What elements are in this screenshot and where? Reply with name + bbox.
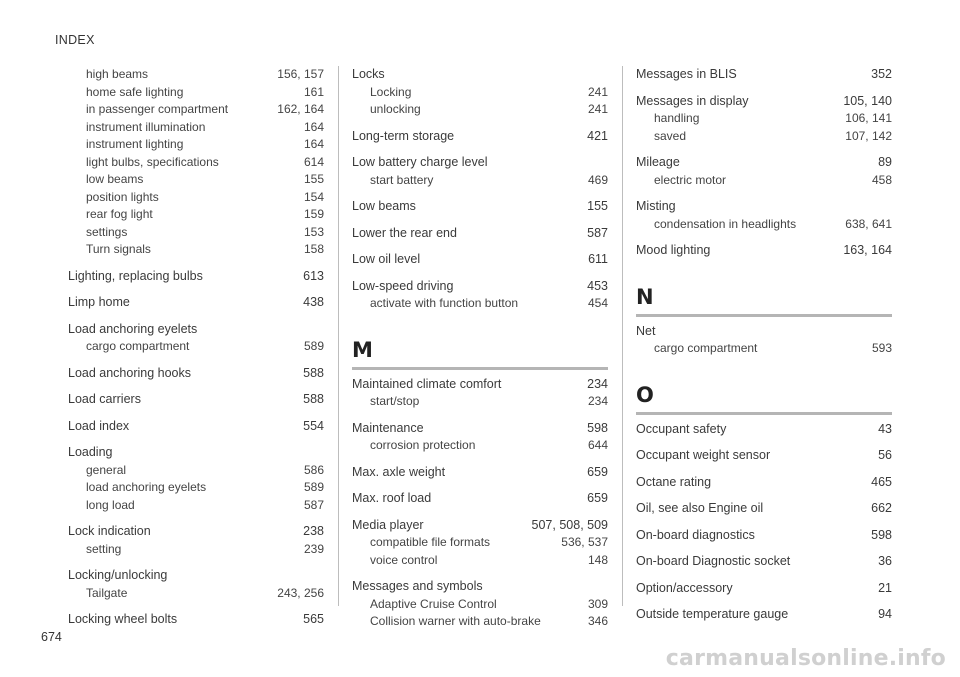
entry-pages[interactable]: 234 xyxy=(587,394,608,408)
index-entry xyxy=(352,517,608,535)
index-subentry xyxy=(68,101,324,119)
index-entry xyxy=(352,278,608,296)
entry-pages[interactable]: 106, 141 xyxy=(845,111,892,125)
entry-pages[interactable]: 238 xyxy=(303,524,324,538)
index-entry xyxy=(636,242,892,260)
section-rule xyxy=(636,412,892,415)
entry-pages[interactable]: 587 xyxy=(303,497,324,512)
index-subentry xyxy=(68,66,324,84)
entry-term: rear fog light xyxy=(86,207,153,221)
entry-pages[interactable]: 598 xyxy=(587,420,608,435)
entry-term: Locking wheel bolts xyxy=(68,612,178,626)
entry-pages[interactable]: 153 xyxy=(303,224,324,239)
index-entry xyxy=(68,365,324,383)
section-heading-n xyxy=(636,284,892,317)
entry-term: Low beams xyxy=(352,199,416,213)
index-entry xyxy=(352,154,608,172)
entry-term: load anchoring eyelets xyxy=(86,480,207,494)
index-entry xyxy=(636,606,892,624)
index-subentry xyxy=(636,340,892,358)
entry-pages[interactable]: 164 xyxy=(303,137,324,151)
entry-pages[interactable]: 453 xyxy=(587,278,608,293)
entry-pages[interactable]: 148 xyxy=(587,552,608,567)
index-entry xyxy=(636,553,892,571)
entry-term: Load carriers xyxy=(68,392,141,406)
index-entry xyxy=(352,225,608,243)
entry-term: Limp home xyxy=(68,295,130,309)
index-subentry xyxy=(636,172,892,190)
page-number: 674 xyxy=(41,630,62,644)
entry-term: Messages in BLIS xyxy=(636,67,737,81)
section-letter: M xyxy=(352,337,373,362)
entry-term: start/stop xyxy=(370,394,420,408)
entry-pages[interactable]: 507, 508, 509 xyxy=(531,517,608,532)
entry-term: Lock indication xyxy=(68,524,151,538)
entry-term: Max. axle weight xyxy=(352,464,446,479)
index-entry xyxy=(636,198,892,216)
entry-pages[interactable]: 589 xyxy=(303,339,324,353)
index-subentry xyxy=(68,206,324,224)
entry-pages[interactable]: 94 xyxy=(878,607,892,621)
entry-pages[interactable]: 421 xyxy=(587,128,608,143)
entry-pages[interactable]: 154 xyxy=(303,189,324,204)
entry-term: Messages in display xyxy=(636,93,749,108)
index-column-2 xyxy=(352,66,608,631)
entry-pages[interactable]: 593 xyxy=(871,341,892,355)
entry-term: Net xyxy=(636,323,656,338)
entry-term: Load index xyxy=(68,418,130,433)
index-subentry xyxy=(352,393,608,411)
entry-term: electric motor xyxy=(654,172,727,187)
entry-term: cargo compartment xyxy=(86,339,190,353)
entry-term: Mileage xyxy=(636,155,680,169)
entry-pages[interactable]: 438 xyxy=(303,295,324,309)
entry-term: Lower the rear end xyxy=(352,225,457,240)
entry-pages[interactable]: 163, 164 xyxy=(843,243,892,257)
entry-term: setting xyxy=(86,541,122,556)
entry-pages[interactable]: 243, 256 xyxy=(277,585,324,600)
watermark: carmanualsonline.info xyxy=(665,646,946,671)
entry-term: Low battery charge level xyxy=(352,155,488,169)
entry-pages[interactable]: 21 xyxy=(878,580,892,595)
entry-term: Adaptive Cruise Control xyxy=(370,596,497,611)
index-entry xyxy=(636,447,892,465)
entry-term: start battery xyxy=(370,172,434,187)
entry-pages[interactable]: 105, 140 xyxy=(843,93,892,108)
entry-pages[interactable]: 469 xyxy=(587,172,608,187)
entry-term: saved xyxy=(654,128,687,143)
index-entry xyxy=(352,66,608,84)
index-subentry xyxy=(352,552,608,570)
entry-pages[interactable]: 162, 164 xyxy=(277,102,324,116)
index-subentry xyxy=(68,338,324,356)
entry-term: Tailgate xyxy=(86,585,128,600)
entry-pages[interactable]: 614 xyxy=(303,154,324,169)
section-letter: N xyxy=(636,284,654,309)
index-subentry xyxy=(68,479,324,497)
entry-pages[interactable]: 309 xyxy=(587,596,608,611)
entry-term: Lighting, replacing bulbs xyxy=(68,268,203,283)
entry-pages[interactable]: 164 xyxy=(303,119,324,134)
index-subentry xyxy=(68,241,324,259)
entry-pages[interactable]: 43 xyxy=(878,421,892,436)
index-entry xyxy=(352,578,608,596)
entry-pages[interactable]: 554 xyxy=(303,418,324,433)
entry-term: Locking/unlocking xyxy=(68,568,168,582)
entry-pages[interactable]: 598 xyxy=(871,527,892,542)
index-entry xyxy=(636,93,892,111)
section-heading-o xyxy=(636,382,892,415)
index-entry xyxy=(352,251,608,269)
index-subentry xyxy=(68,497,324,515)
entry-pages[interactable]: 536, 537 xyxy=(561,535,608,549)
entry-term: Occupant weight sensor xyxy=(636,448,771,462)
entry-term: unlocking xyxy=(370,102,421,116)
index-entry xyxy=(68,418,324,436)
index-subentry xyxy=(352,295,608,313)
entry-pages[interactable]: 56 xyxy=(878,448,892,462)
index-entry xyxy=(68,444,324,462)
entry-term: position lights xyxy=(86,189,159,204)
index-subentry xyxy=(352,596,608,614)
index-subentry xyxy=(636,110,892,128)
entry-term: instrument illumination xyxy=(86,119,206,134)
index-subentry xyxy=(68,462,324,480)
index-entry xyxy=(352,198,608,216)
entry-term: Loading xyxy=(68,445,113,459)
index-column-1 xyxy=(68,66,324,629)
entry-term: handling xyxy=(654,111,700,125)
page-header: INDEX xyxy=(55,33,95,47)
entry-pages[interactable]: 588 xyxy=(303,365,324,380)
entry-pages[interactable]: 662 xyxy=(871,501,892,515)
entry-pages[interactable]: 36 xyxy=(878,554,892,568)
entry-pages[interactable]: 159 xyxy=(303,207,324,221)
entry-term: in passenger compartment xyxy=(86,102,229,116)
entry-term: Option/accessory xyxy=(636,580,733,595)
index-subentry xyxy=(352,534,608,552)
index-entry xyxy=(636,580,892,598)
entry-pages[interactable]: 234 xyxy=(587,376,608,391)
entry-term: Locks xyxy=(352,67,385,81)
entry-pages[interactable]: 89 xyxy=(878,155,892,169)
index-subentry xyxy=(352,172,608,190)
entry-pages[interactable]: 352 xyxy=(871,67,892,81)
entry-term: On-board diagnostics xyxy=(636,527,755,542)
entry-pages[interactable]: 588 xyxy=(303,392,324,406)
column-divider xyxy=(338,66,339,606)
entry-pages[interactable]: 659 xyxy=(587,491,608,505)
section-letter: O xyxy=(636,382,654,407)
index-entry xyxy=(636,474,892,492)
index-subentry xyxy=(636,128,892,146)
entry-pages[interactable]: 107, 142 xyxy=(845,128,892,143)
entry-term: Collision warner with auto-brake xyxy=(370,614,541,628)
entry-pages[interactable]: 156, 157 xyxy=(277,67,324,81)
entry-pages[interactable]: 644 xyxy=(587,438,608,452)
entry-term: On-board Diagnostic socket xyxy=(636,554,791,568)
entry-pages[interactable]: 241 xyxy=(587,102,608,116)
entry-pages[interactable]: 465 xyxy=(871,474,892,489)
entry-pages[interactable]: 611 xyxy=(588,252,608,266)
index-subentry xyxy=(68,154,324,172)
entry-pages[interactable]: 587 xyxy=(587,225,608,240)
entry-term: general xyxy=(86,462,127,477)
entry-pages[interactable]: 586 xyxy=(303,462,324,477)
entry-term: Long-term storage xyxy=(352,128,455,143)
index-entry xyxy=(68,523,324,541)
section-heading-m xyxy=(352,337,608,370)
index-entry xyxy=(68,268,324,286)
entry-term: Oil, see also Engine oil xyxy=(636,501,764,515)
column-divider xyxy=(622,66,623,606)
entry-term: light bulbs, specifications xyxy=(86,154,219,169)
entry-term: corrosion protection xyxy=(370,438,476,452)
entry-term: Turn signals xyxy=(86,242,151,256)
index-entry xyxy=(68,391,324,409)
entry-pages[interactable]: 659 xyxy=(587,464,608,479)
entry-pages[interactable]: 158 xyxy=(303,242,324,256)
entry-pages[interactable]: 161 xyxy=(303,84,324,99)
index-entry xyxy=(68,294,324,312)
index-entry xyxy=(68,321,324,339)
entry-pages[interactable]: 155 xyxy=(587,199,608,213)
index-subentry xyxy=(68,119,324,137)
entry-term: Locking xyxy=(370,84,412,99)
index-entry xyxy=(636,527,892,545)
index-entry xyxy=(636,66,892,84)
entry-term: voice control xyxy=(370,552,438,567)
entry-term: Low-speed driving xyxy=(352,278,454,293)
index-entry xyxy=(636,421,892,439)
entry-pages[interactable]: 346 xyxy=(587,614,608,628)
entry-term: Occupant safety xyxy=(636,421,727,436)
index-entry xyxy=(352,128,608,146)
entry-term: Load anchoring hooks xyxy=(68,365,192,380)
index-subentry xyxy=(352,101,608,119)
index-entry xyxy=(68,611,324,629)
index-subentry xyxy=(68,224,324,242)
entry-pages[interactable]: 241 xyxy=(587,84,608,99)
entry-term: Maintained climate comfort xyxy=(352,376,502,391)
entry-term: high beams xyxy=(86,67,149,81)
entry-term: Media player xyxy=(352,517,424,532)
entry-term: activate with function button xyxy=(370,296,519,310)
index-subentry xyxy=(68,541,324,559)
index-entry xyxy=(352,420,608,438)
entry-term: Outside temperature gauge xyxy=(636,607,789,621)
entry-term: compatible file formats xyxy=(370,535,491,549)
entry-pages[interactable]: 458 xyxy=(871,172,892,187)
entry-term: Max. roof load xyxy=(352,491,432,505)
entry-term: condensation in headlights xyxy=(654,216,797,231)
entry-term: cargo compartment xyxy=(654,341,758,355)
index-entry xyxy=(352,376,608,394)
entry-term: Load anchoring eyelets xyxy=(68,321,198,336)
entry-term: instrument lighting xyxy=(86,137,184,151)
index-subentry xyxy=(68,171,324,189)
entry-pages[interactable]: 638, 641 xyxy=(845,216,892,231)
entry-term: Maintenance xyxy=(352,420,424,435)
index-subentry xyxy=(68,585,324,603)
index-subentry xyxy=(68,189,324,207)
entry-term: long load xyxy=(86,497,135,512)
index-subentry xyxy=(68,84,324,102)
index-entry xyxy=(636,154,892,172)
index-entry xyxy=(636,323,892,341)
entry-term: low beams xyxy=(86,172,144,186)
index-entry xyxy=(352,464,608,482)
index-subentry xyxy=(636,216,892,234)
section-rule xyxy=(352,367,608,370)
entry-term: Misting xyxy=(636,199,676,213)
entry-pages[interactable]: 155 xyxy=(303,172,324,186)
index-subentry xyxy=(352,84,608,102)
entry-term: settings xyxy=(86,224,128,239)
entry-term: Octane rating xyxy=(636,474,712,489)
entry-pages[interactable]: 239 xyxy=(303,541,324,556)
section-rule xyxy=(636,314,892,317)
entry-pages[interactable]: 613 xyxy=(303,268,324,283)
index-column-3 xyxy=(636,66,892,624)
entry-pages[interactable]: 565 xyxy=(303,612,324,626)
index-entry xyxy=(352,490,608,508)
index-subentry xyxy=(352,613,608,631)
entry-pages[interactable]: 454 xyxy=(587,296,608,310)
entry-term: Mood lighting xyxy=(636,243,711,257)
entry-pages[interactable]: 589 xyxy=(303,480,324,494)
entry-term: Messages and symbols xyxy=(352,579,483,593)
index-entry xyxy=(68,567,324,585)
index-subentry xyxy=(68,136,324,154)
index-entry xyxy=(636,500,892,518)
entry-term: Low oil level xyxy=(352,252,421,266)
index-subentry xyxy=(352,437,608,455)
entry-term: home safe lighting xyxy=(86,84,184,99)
